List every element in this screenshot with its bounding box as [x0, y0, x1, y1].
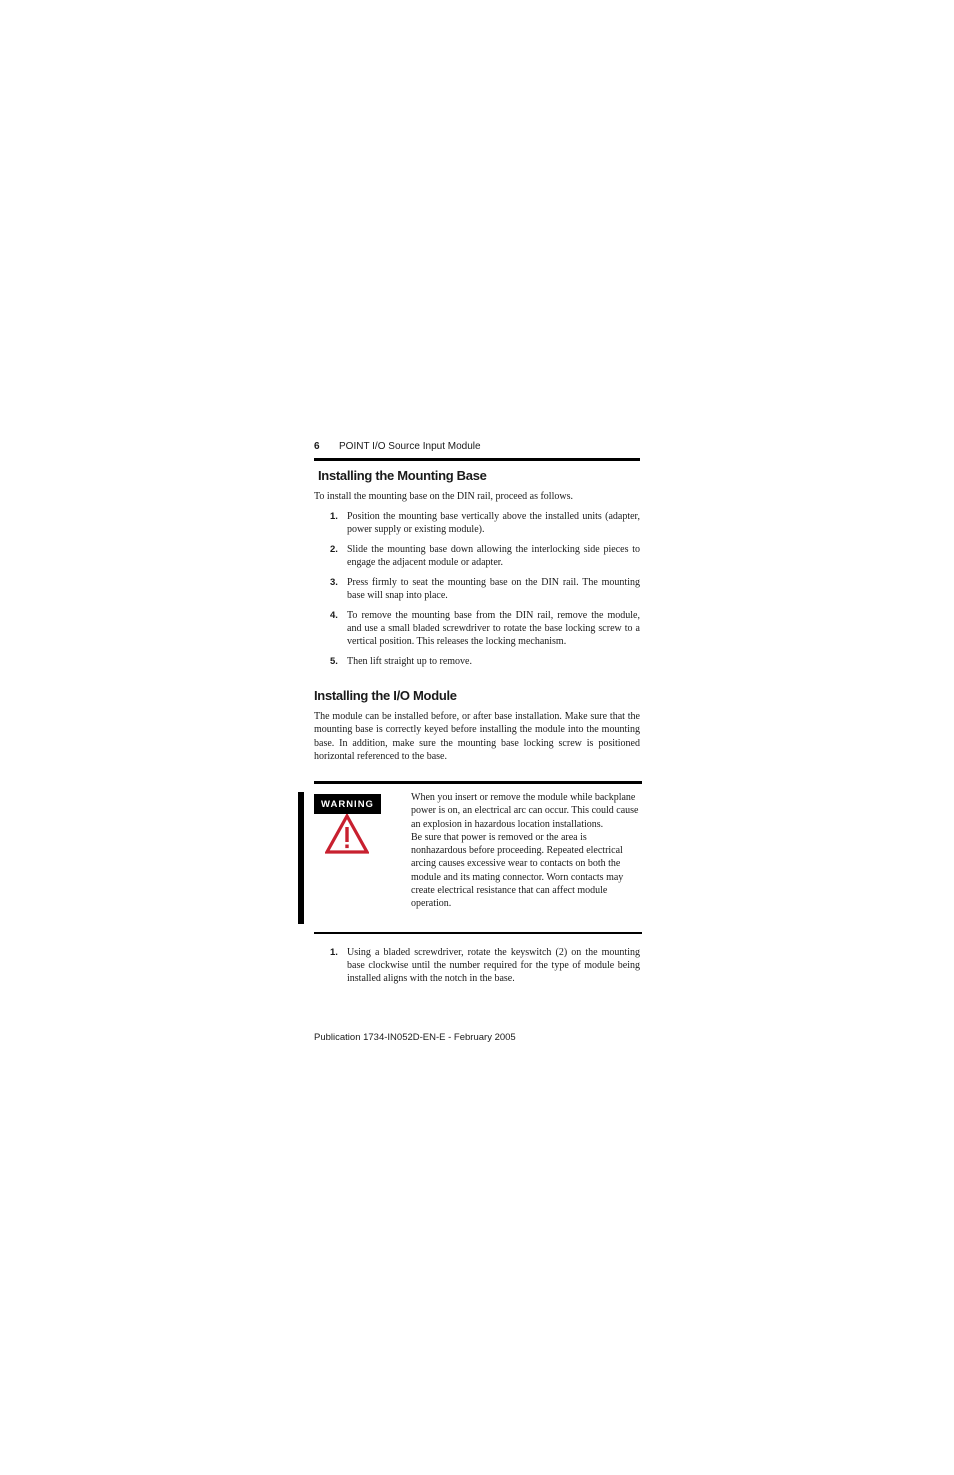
- step-text: To remove the mounting base from the DIN rail, remove the module, and use a small bladed screwdriver to rotate the base locking screw to a vertical position. This releases the locking mechanism.: [347, 610, 640, 648]
- publication-footer: Publication 1734-IN052D-EN-E - February 2005: [314, 1032, 516, 1043]
- warning-triangle-icon: [325, 814, 369, 854]
- list-item: [330, 655, 640, 668]
- page-header: [314, 441, 640, 452]
- step-number: 1.: [330, 947, 338, 958]
- step-text: Then lift straight up to remove.: [347, 656, 472, 668]
- warning-badge: WARNING: [314, 794, 381, 814]
- page-number: 6: [314, 441, 320, 452]
- step-text: Position the mounting base vertically above the installed units (adapter, power supply or existing module).: [347, 511, 640, 536]
- mounting-steps-list: [330, 510, 640, 675]
- list-item: [330, 543, 640, 569]
- list-item: [330, 510, 640, 536]
- list-item: [330, 609, 640, 649]
- warning-paragraph: Be sure that power is removed or the area is nonhazardous before proceeding. Repeated electrical arcing causes excessive wear to contacts on both the module and its mating connector. Worn contacts may create electrical resistance that can affect module operation.: [411, 831, 624, 910]
- warning-bottom-rule: [314, 932, 642, 934]
- warning-text: [411, 791, 641, 911]
- step-text: Using a bladed screwdriver, rotate the keyswitch (2) on the mounting base clockwise until the number required for the type of module being installed aligns with the notch in the base.: [347, 947, 640, 985]
- header-rule: [314, 458, 640, 461]
- section-heading-io-module: Installing the I/O Module: [314, 688, 457, 703]
- io-steps-list: [330, 946, 640, 992]
- step-number: 4.: [330, 610, 338, 621]
- warning-paragraph: When you insert or remove the module while backplane power is on, an electrical arc can occur. This could cause an explosion in hazardous location installations.: [411, 792, 639, 830]
- step-number: 5.: [330, 656, 338, 668]
- header-title: POINT I/O Source Input Module: [339, 441, 481, 452]
- step-number: 3.: [330, 577, 338, 588]
- warning-change-bar: [298, 792, 304, 924]
- warning-top-rule: [314, 781, 642, 784]
- section-heading-mounting-base: Installing the Mounting Base: [318, 468, 487, 483]
- step-text: Press firmly to seat the mounting base on the DIN rail. The mounting base will snap into place.: [347, 577, 640, 602]
- mounting-intro-paragraph: To install the mounting base on the DIN rail, proceed as follows.: [314, 491, 573, 502]
- step-text: Slide the mounting base down allowing the interlocking side pieces to engage the adjacent module or adapter.: [347, 544, 640, 569]
- list-item: [330, 946, 640, 986]
- list-item: [330, 576, 640, 602]
- step-number: 1.: [330, 511, 338, 522]
- step-number: 2.: [330, 544, 338, 555]
- io-intro-paragraph: The module can be installed before, or after base installation. Make sure that the mounting base is correctly keyed before installing the module into the mounting base. In addition, make sure the mounting base locking screw is positioned horizontal referenced to the base.: [314, 711, 640, 763]
